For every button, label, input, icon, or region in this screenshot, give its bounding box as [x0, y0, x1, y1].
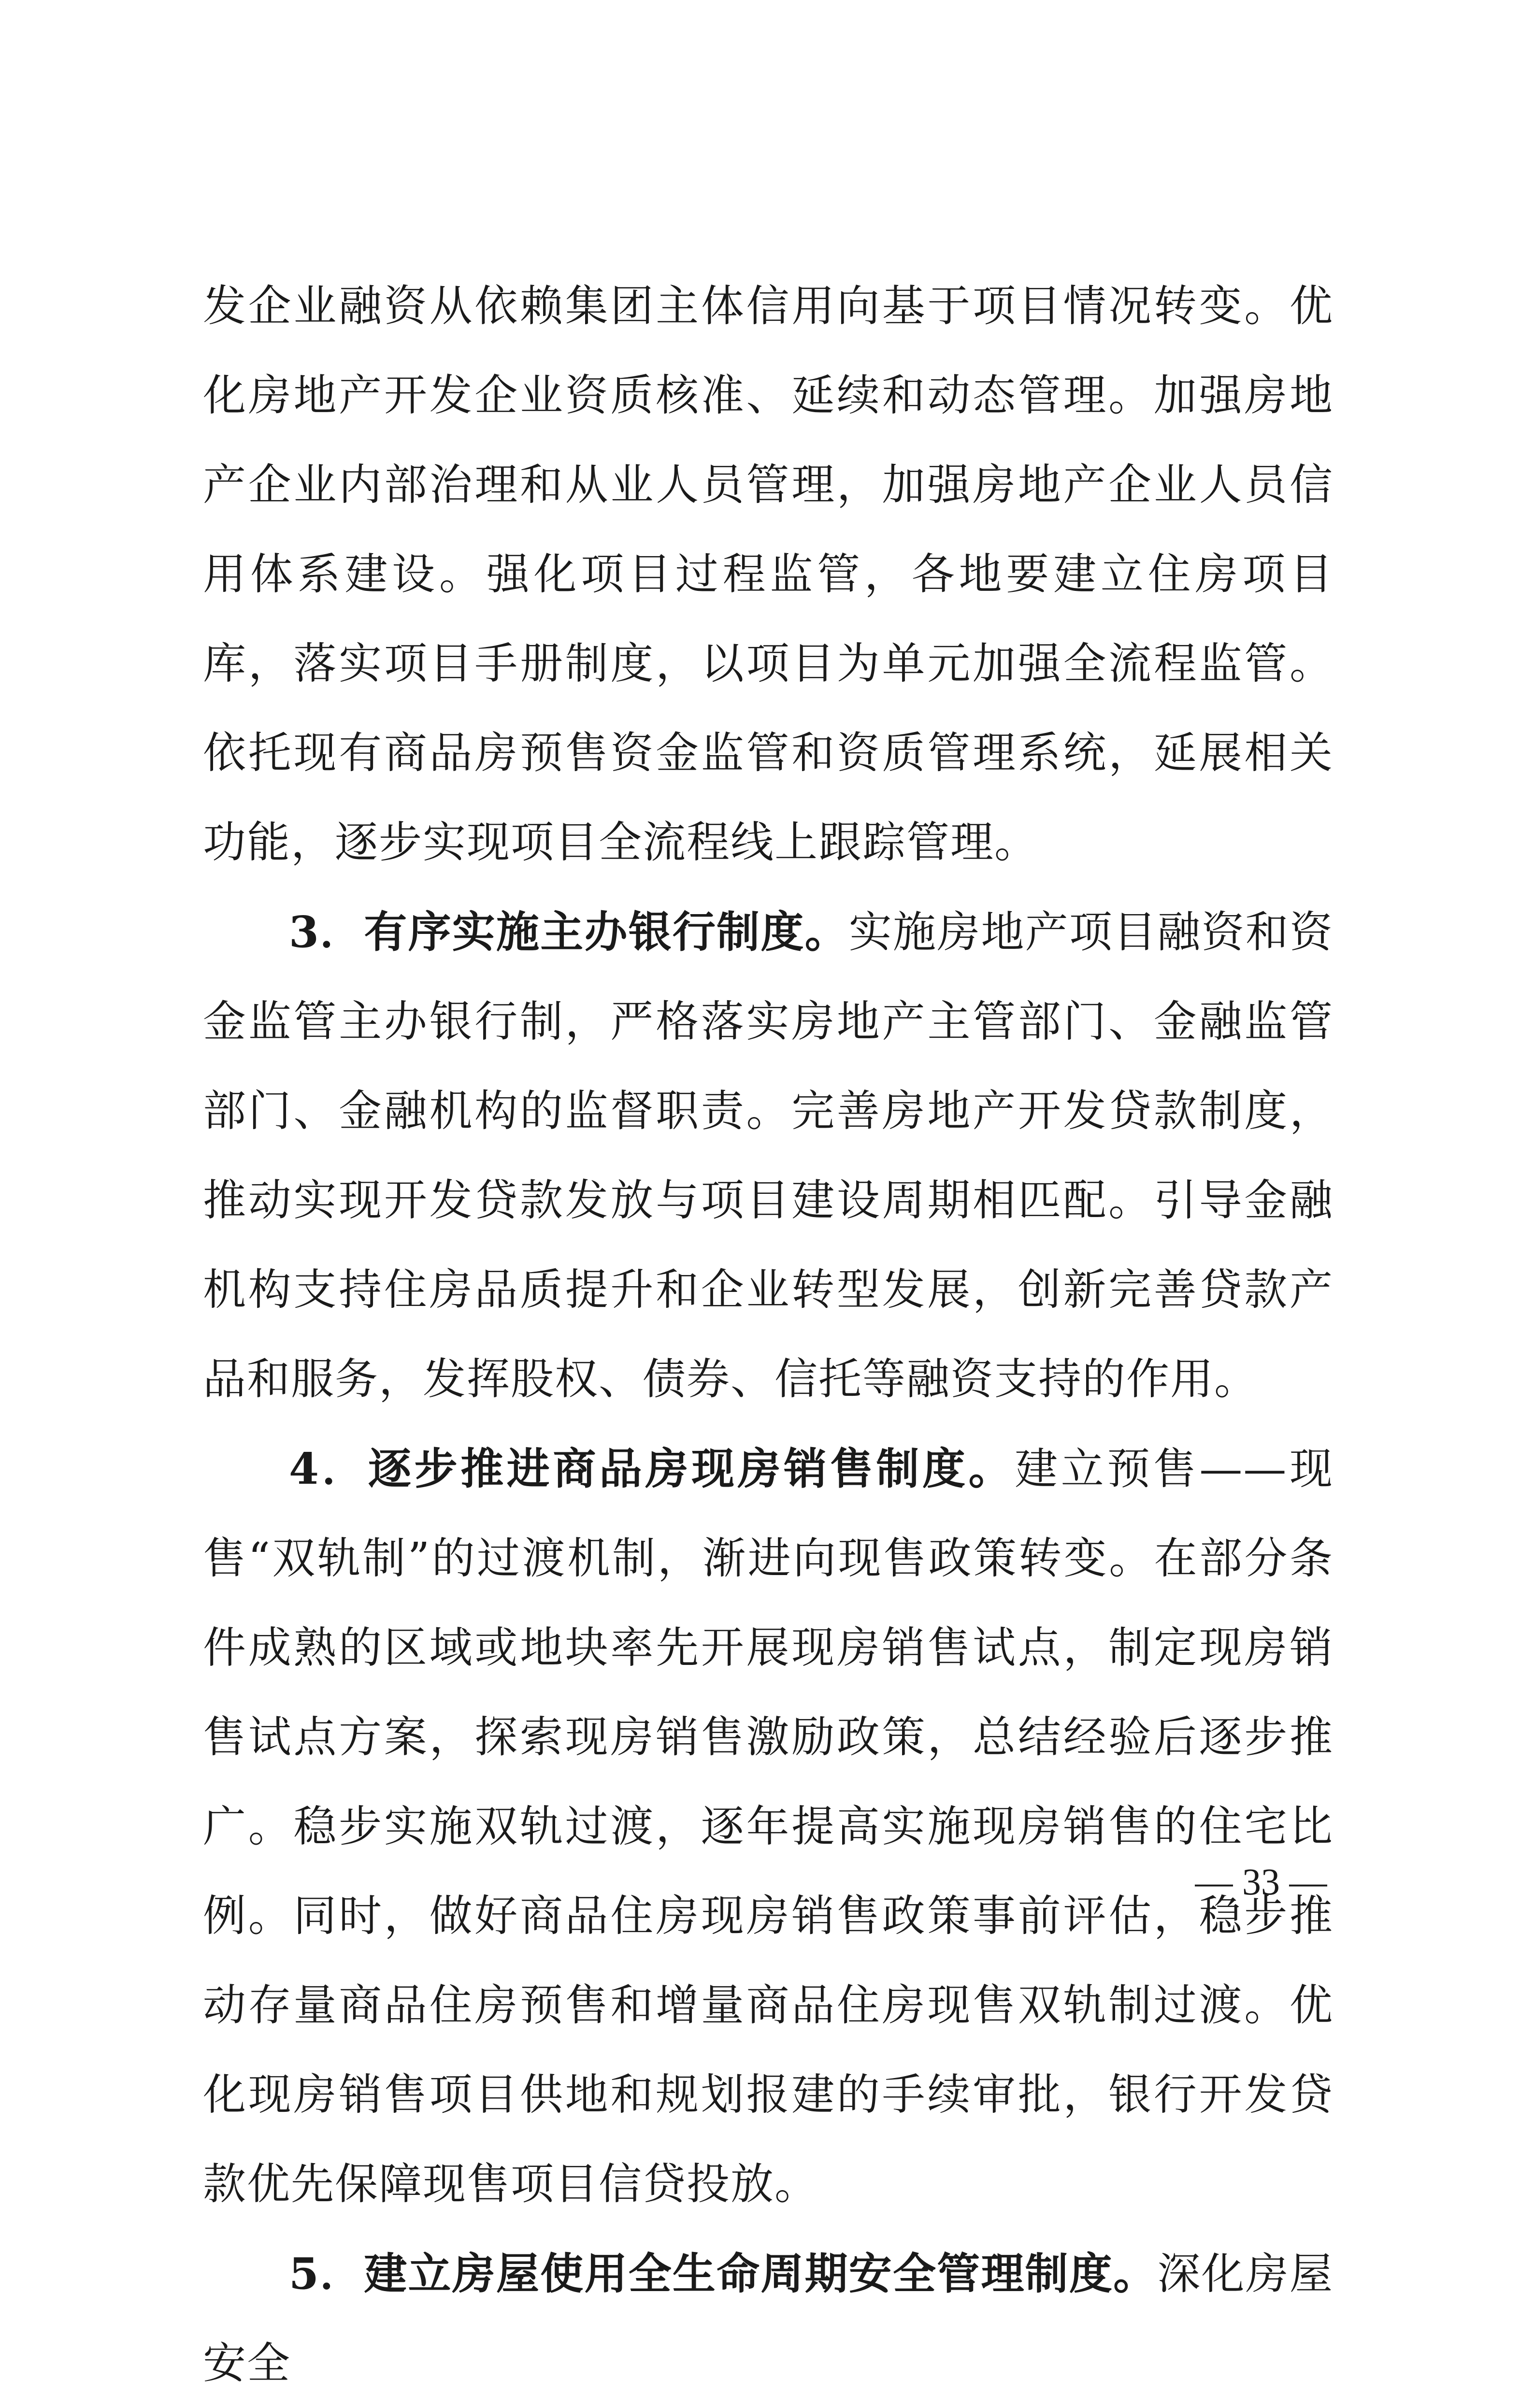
paragraph-safety-management [203, 2229, 1333, 2408]
paragraph-text: 发企业融资从依赖集团主体信用向基于项目情况转变。优化房地产开发企业资质核准、延续和动态管理。加强房地产企业内部治理和从业人员管理，加强房地产企业人员信用体系建设。强化项目过程监管，各地要建立住房项目库，落实项目手册制度，以项目为单元加强全流程监管。依托现有商品房预售资金监管和资质管理系统，延展相关功能，逐步实现项目全流程线上跟踪管理。 [203, 281, 1333, 867]
paragraph-continuation [203, 261, 1333, 887]
paragraph-spot-sale-system [203, 1424, 1333, 2229]
paragraph-text: 建立预售——现售“双轨制”的过渡机制，渐进向现售政策转变。在部分条件成熟的区域或地块率先开展现房销售试点，制定现房销售试点方案，探索现房销售激励政策，总结经验后逐步推广。稳步实施双轨过渡，逐年提高实施现房销售的住宅比例。同时，做好商品住房现房销售政策事前评估，稳步推动存量商品住房预售和增量商品住房现售双轨制过渡。优化现房销售项目供地和规划报建的手续审批，银行开发贷款优先保障现售项目信贷投放。 [203, 1444, 1333, 2209]
paragraph-lead: 3．有序实施主办银行制度。 [289, 906, 849, 957]
paragraph-lead: 4．逐步推进商品房现房销售制度。 [289, 1443, 1015, 1494]
document-body [203, 261, 1333, 2408]
paragraph-text: 实施房地产项目融资和资金监管主办银行制，严格落实房地产主管部门、金融监管部门、金融机构的监督职责。完善房地产开发贷款制度，推动实现开发贷款发放与项目建设周期相匹配。引导金融机构支持住房品质提升和企业转型发展，创新完善贷款产品和服务，发挥股权、债券、信托等融资支持的作用。 [203, 907, 1333, 1404]
paragraph-text: 深化房屋安全 [203, 2249, 1333, 2388]
paragraph-main-bank-system [203, 887, 1333, 1424]
paragraph-lead: 5．建立房屋使用全生命周期安全管理制度。 [289, 2248, 1158, 2299]
page-number: — 33 — [1195, 1861, 1327, 1903]
